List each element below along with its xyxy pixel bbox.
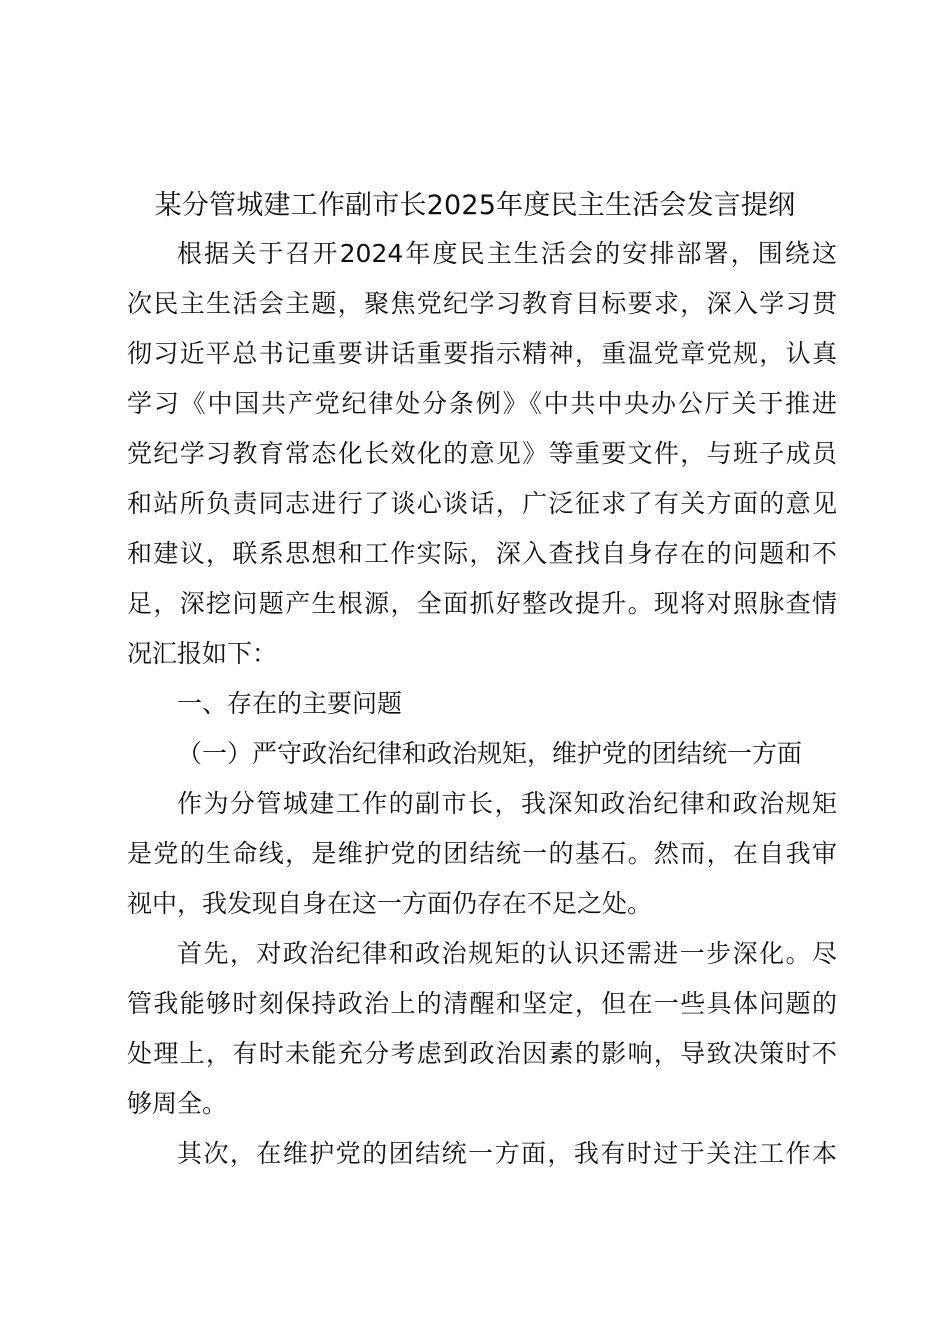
- paragraph-line: 和站所负责同志进行了谈心谈话，广泛征求了有关方面的意见: [127, 489, 837, 518]
- document-title: 某分管城建工作副市长2025年度民主生活会发言提纲: [154, 190, 796, 221]
- paragraph-line: 足，深挖问题产生根源，全面抓好整改提升。现将对照脉查情: [127, 589, 837, 618]
- paragraph-line: 首先，对政治纪律和政治规矩的认识还需进一步深化。尽: [177, 939, 837, 968]
- paragraph-line: 视中，我发现自身在这一方面仍存在不足之处。: [127, 889, 653, 918]
- paragraph-line: 和建议，联系思想和工作实际，深入查找自身存在的问题和不: [127, 539, 837, 568]
- paragraph-line: 况汇报如下：: [127, 639, 278, 668]
- paragraph-line: 作为分管城建工作的副市长，我深知政治纪律和政治规矩: [177, 789, 837, 818]
- paragraph-line: 彻习近平总书记重要讲话重要指示精神，重温党章党规，认真: [127, 339, 837, 368]
- paragraph-line: 是党的生命线，是维护党的团结统一的基石。然而，在自我审: [127, 839, 837, 868]
- paragraph-line: 够周全。: [127, 1089, 228, 1118]
- section-heading: 一、存在的主要问题: [177, 689, 403, 718]
- subsection-heading: （一）严守政治纪律和政治规矩，维护党的团结统一方面: [177, 739, 803, 768]
- paragraph-line: 次民主生活会主题，聚焦党纪学习教育目标要求，深入学习贯: [127, 289, 837, 318]
- paragraph-line: 根据关于召开2024年度民主生活会的安排部署，围绕这: [177, 239, 837, 268]
- paragraph-line: 处理上，有时未能充分考虑到政治因素的影响，导致决策时不: [127, 1039, 837, 1068]
- paragraph-line: 学习《中国共产党纪律处分条例》《中共中央办公厅关于推进: [127, 389, 837, 418]
- paragraph-line: 其次，在维护党的团结统一方面，我有时过于关注工作本: [177, 1139, 837, 1168]
- paragraph-line: 党纪学习教育常态化长效化的意见》等重要文件，与班子成员: [127, 439, 837, 468]
- paragraph-line: 管我能够时刻保持政治上的清醒和坚定，但在一些具体问题的: [127, 989, 837, 1018]
